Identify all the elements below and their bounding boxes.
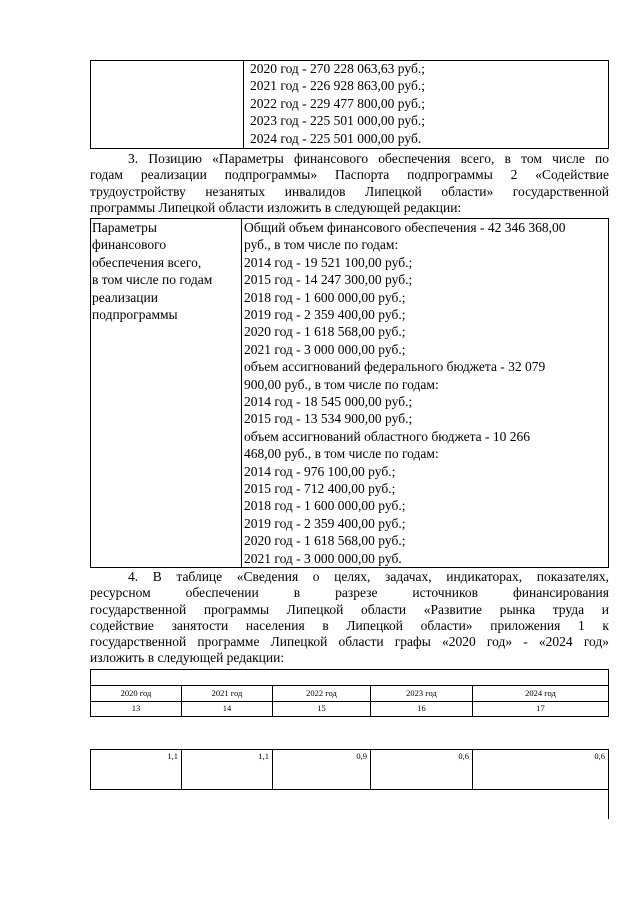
table2-value-line: 2014 год - 19 521 100,00 руб.;	[244, 254, 413, 270]
table2-value-line: 2018 год - 1 600 000,00 руб.;	[244, 498, 406, 514]
col-number: 13	[131, 703, 141, 713]
table2-value-line: 2020 год - 1 618 568,00 руб.;	[244, 324, 406, 340]
table2-label-line: в том числе по годам	[92, 272, 213, 288]
table3-line	[90, 685, 609, 686]
table2-value-line: руб., в том числе по годам:	[244, 237, 399, 253]
table2-value-line: 2015 год - 14 247 300,00 руб.;	[244, 272, 413, 288]
table2-label-line: обеспечения всего,	[92, 254, 202, 270]
table2-bottom-border	[90, 567, 609, 568]
table2-value-line: 468,00 руб., в том числе по годам:	[244, 446, 439, 462]
table2-label-line: финансового	[92, 237, 167, 253]
col-header-2023: 2023 год	[406, 688, 437, 698]
col-number: 16	[417, 703, 426, 713]
table1-line: 2024 год - 225 501 000,00 руб.	[250, 130, 422, 146]
col-number: 14	[222, 703, 232, 713]
table1-line: 2023 год - 225 501 000,00 руб.;	[250, 113, 425, 129]
table2-value-line: объем ассигнований областного бюджета - 10 266	[244, 428, 531, 444]
col-number: 15	[317, 703, 326, 713]
table1-line: 2020 год - 270 228 063,63 руб.;	[250, 61, 425, 76]
table2-value-line: Общий объем финансового обеспечения - 42 346 368,00	[244, 220, 566, 235]
value-2020: 1,1	[167, 751, 178, 761]
table3-line	[90, 669, 609, 670]
paragraph-4	[90, 569, 609, 667]
value-2021: 1,1	[258, 751, 269, 761]
table2-value-line: 2015 год - 712 400,00 руб.;	[244, 481, 396, 496]
table2-value-line: 2019 год - 2 359 400,00 руб.;	[244, 307, 406, 322]
table2-value-line: 2015 год - 13 534 900,00 руб.;	[244, 411, 413, 427]
col-header-2024: 2024 год	[525, 688, 556, 698]
paragraph-4-line: 4. В таблице «Сведения о целях, задачах, индикаторах, показателях,	[128, 569, 609, 584]
table2-value-line: 2021 год - 3 000 000,00 руб.	[244, 550, 402, 566]
paragraph-4-line: содействие занятости населения в Липецкой области» приложения 1 к	[90, 617, 609, 633]
value-2022: 0,9	[356, 751, 367, 761]
table2-value-line: 2021 год - 3 000 000,00 руб.;	[244, 341, 406, 357]
table1-line: 2021 год - 226 928 863,00 руб.;	[250, 78, 425, 94]
paragraph-3-line: трудоустройству незанятых инвалидов Липецкой области» государственной	[90, 183, 609, 199]
table2-value-line: 2014 год - 18 545 000,00 руб.;	[244, 394, 413, 409]
table1-bottom-border	[90, 148, 609, 149]
table2-label-line: реализации	[92, 289, 158, 305]
table2-value-line: 900,00 руб., в том числе по годам:	[244, 376, 439, 392]
value-2023: 0,6	[458, 751, 469, 761]
table2-value-line: 2020 год - 1 618 568,00 руб.;	[244, 533, 406, 549]
table2-value-line: объем ассигнований федерального бюджета - 32 079	[244, 359, 546, 375]
table2-label-line: подпрограммы	[92, 307, 178, 322]
value-2024: 0,6	[594, 751, 605, 761]
table2-left-border	[90, 218, 91, 568]
table3-line	[90, 716, 609, 717]
table2-label-line: Параметры	[92, 220, 157, 235]
paragraph-4-line: ресурсном обеспечении в разрезе источников финансирования	[90, 585, 609, 601]
paragraph-4-line: государственной программы Липецкой области «Развитие рынка труда и	[90, 601, 609, 617]
table2-right-border	[608, 218, 609, 568]
table1-line: 2022 год - 229 477 800,00 руб.;	[250, 95, 425, 111]
table3-line	[90, 789, 609, 790]
col-number: 17	[536, 703, 545, 713]
table1-mid-border	[243, 60, 244, 149]
table2-value-line: 2019 год - 2 359 400,00 руб.;	[244, 515, 406, 531]
paragraph-3-line: программы Липецкой области изложить в следующей редакции:	[90, 199, 462, 215]
paragraph-4-line: государственной программе Липецкой области графы «2020 год» - «2024 год»	[90, 634, 609, 650]
paragraph-4-line: изложить в следующей редакции:	[90, 650, 285, 666]
col-header-2021: 2021 год	[211, 688, 243, 698]
paragraph-3-line: годам реализации подпрограммы» Паспорта подпрограммы 2 «Содействие	[90, 167, 609, 183]
table1-right-border	[608, 60, 609, 149]
paragraph-3-line: 3. Позицию «Параметры финансового обеспечения всего, в том числе по	[128, 151, 609, 166]
table2-mid-border	[241, 218, 242, 568]
paragraph-3	[90, 151, 609, 216]
col-header-2020: 2020 год	[120, 688, 152, 698]
table2-value-line: 2014 год - 976 100,00 руб.;	[244, 463, 396, 479]
table3-line	[608, 749, 609, 819]
table3-line	[90, 749, 609, 750]
table1-left-border	[90, 60, 91, 149]
table2-value-line: 2018 год - 1 600 000,00 руб.;	[244, 289, 406, 305]
table3-line	[90, 701, 609, 702]
col-header-2022: 2022 год	[306, 688, 337, 698]
